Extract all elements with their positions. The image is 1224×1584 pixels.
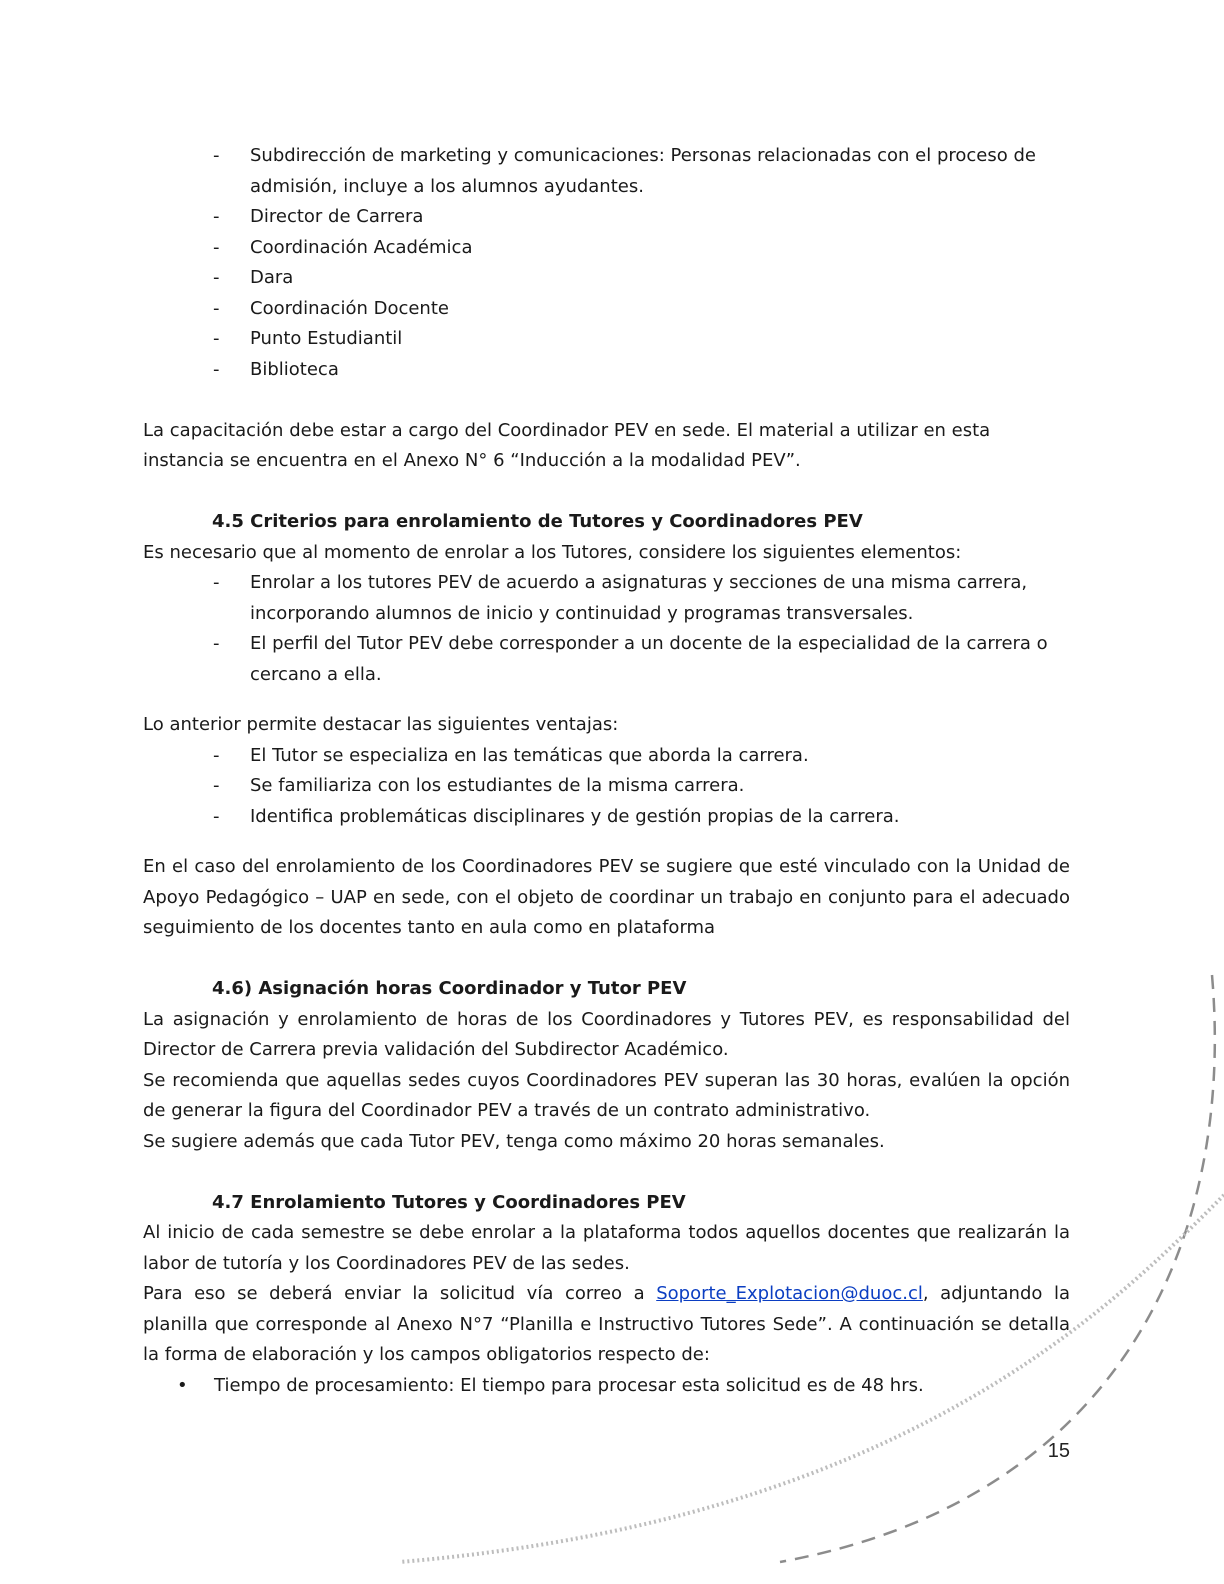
list-item: - Subdirección de marketing y comunicaciones: Personas relacionadas con el proceso de admisión, incluye a los alumnos ayudantes. [143,141,1070,202]
advantages-list [143,741,1070,833]
section-4-6-paragraph-1: La asignación y enrolamiento de horas de los Coordinadores y Tutores PEV, es responsabilidad del Director de Carrera previa validación del Subdirector Académico. [143,1008,1070,1060]
bullet-marker: • [177,1374,188,1396]
list-item: - Director de Carrera [143,202,1070,233]
list-item: - El Tutor se especializa en las temáticas que aborda la carrera. [143,741,1070,772]
capacitacion-paragraph: La capacitación debe estar a cargo del Coordinador PEV en sede. El material a utilizar en esta instancia se encuentra en el Anexo N° 6 “Inducción a la modalidad PEV”. [143,419,991,471]
list-item: - Enrolar a los tutores PEV de acuerdo a asignaturas y secciones de una misma carrera, incorporando alumnos de inicio y continuidad y programas transversales. [143,568,1070,629]
dash-marker: - [213,805,220,827]
enrolment-criteria-list [143,568,1070,690]
dash-marker: - [213,358,220,380]
section-4-7-paragraph-2: Para eso se deberá enviar la solicitud vía correo a Soporte_Explotacion@duoc.cl, adjuntando la planilla que corresponde al Anexo N°7 “Planilla e Instructivo Tutores Sede”. A continuación se detalla la forma de elaboración y los campos obligatorios respecto de: [143,1283,1070,1365]
dash-marker: - [213,236,220,258]
list-item: - Punto Estudiantil [143,324,1070,355]
document-body [143,141,1070,1401]
support-email-link[interactable]: Soporte_Explotacion@duoc.cl [656,1283,923,1304]
list-item: - Identifica problemáticas disciplinares y de gestión propias de la carrera. [143,802,1070,833]
dash-marker: - [213,145,220,166]
dash-marker: - [213,297,220,319]
list-item: • Tiempo de procesamiento: El tiempo para procesar esta solicitud es de 48 hrs. [143,1371,1070,1402]
list-item: - Coordinación Académica [143,233,1070,264]
section-heading-4-7: 4.7 Enrolamiento Tutores y Coordinadores PEV [212,1191,686,1213]
department-list [143,141,1070,385]
dash-marker: - [213,744,220,766]
page-number: 15 [1047,1440,1070,1462]
section-heading-4-6: 4.6) Asignación horas Coordinador y Tutor PEV [212,978,687,999]
dash-marker: - [213,633,220,654]
section-heading-4-5: 4.5 Criterios para enrolamiento de Tutores y Coordinadores PEV [212,511,863,532]
section-4-6-paragraph-2: Se recomienda que aquellas sedes cuyos Coordinadores PEV superan las 30 horas, evalúen la opción de generar la figura del Coordinador PEV a través de un contrato administrativo. [143,1069,1070,1121]
list-item: - El perfil del Tutor PEV debe corresponder a un docente de la especialidad de la carrera o cercano a ella. [143,629,1070,690]
section-4-5-intro: Es necesario que al momento de enrolar a los Tutores, considere los siguientes elementos: [143,541,962,563]
section-4-7-paragraph-1: Al inicio de cada semestre se debe enrolar a la plataforma todos aquellos docentes que realizarán la labor de tutoría y los Coordinadores PEV de las sedes. [143,1222,1070,1274]
list-item: - Coordinación Docente [143,294,1070,325]
dash-marker: - [213,572,220,593]
advantages-intro: Lo anterior permite destacar las siguientes ventajas: [143,714,619,735]
list-item: - Dara [143,263,1070,294]
dash-marker: - [213,775,220,796]
dash-marker: - [213,206,220,227]
dash-marker: - [213,328,220,349]
section-4-6-paragraph-3: Se sugiere además que cada Tutor PEV, tenga como máximo 20 horas semanales. [143,1130,885,1152]
dash-marker: - [213,267,220,288]
coordinators-enrolment-paragraph: En el caso del enrolamiento de los Coordinadores PEV se sugiere que esté vinculado con la Unidad de Apoyo Pedagógico – UAP en sede, con el objeto de coordinar un trabajo en conjunto para el adecuado seguimiento de los docentes tanto en aula como en plataforma [143,856,1070,938]
list-item: - Se familiariza con los estudiantes de la misma carrera. [143,771,1070,802]
list-item: - Biblioteca [143,355,1070,386]
